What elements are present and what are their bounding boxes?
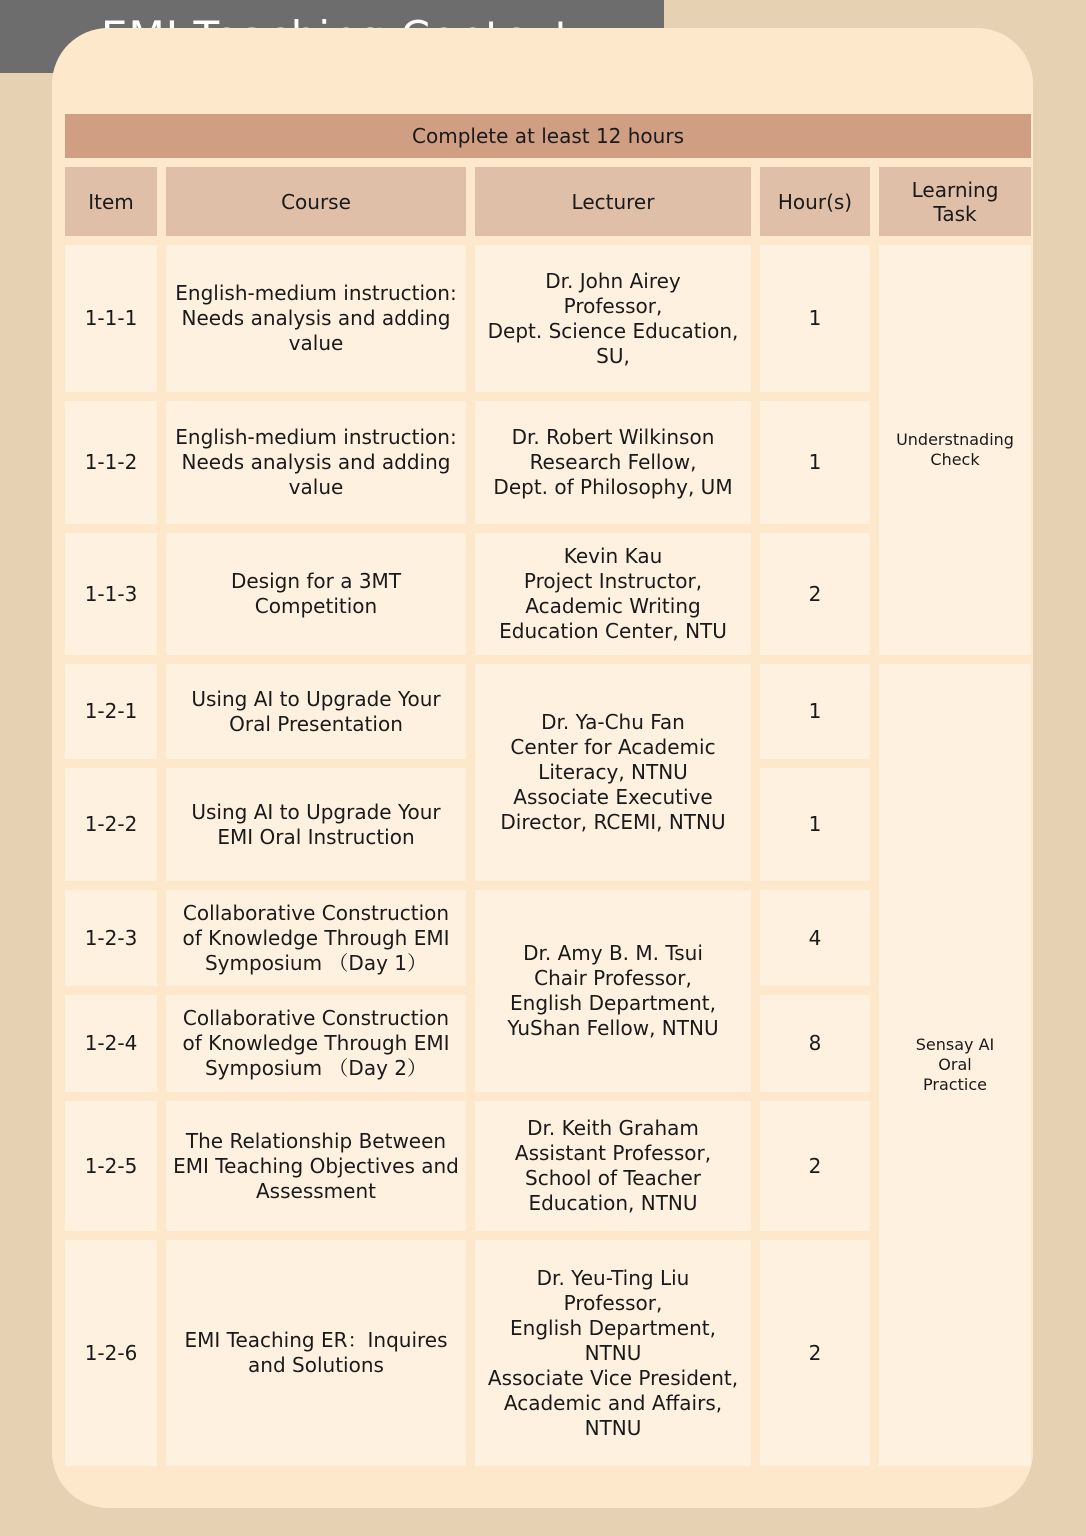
lecturer-cell: Kevin Kau Project Instructor, Academic Writing Education Center, NTU [475,533,751,655]
hours-cell: 1 [760,401,870,524]
header-hours: Hour(s) [760,167,870,236]
table-row [65,245,1031,392]
course-table [56,105,1040,1475]
course-cell: Design for a 3MT Competition [166,533,466,655]
course-cell: English-medium instruction: Needs analysis and adding value [166,245,466,392]
header-row [65,167,1031,236]
course-cell: Collaborative Construction of Knowledge Through EMI Symposium （Day 2） [166,995,466,1092]
lecturer-cell: Dr. Keith Graham Assistant Professor, School of Teacher Education, NTNU [475,1101,751,1231]
item-cell: 1-2-5 [65,1101,157,1231]
hours-cell: 2 [760,1240,870,1466]
hours-cell: 2 [760,533,870,655]
course-cell: Using AI to Upgrade Your Oral Presentation [166,664,466,759]
item-cell: 1-1-3 [65,533,157,655]
hours-cell: 1 [760,768,870,881]
course-cell: EMI Teaching ER：Inquires and Solutions [166,1240,466,1466]
course-cell: The Relationship Between EMI Teaching Objectives and Assessment [166,1101,466,1231]
item-cell: 1-2-6 [65,1240,157,1466]
item-cell: 1-1-2 [65,401,157,524]
lecturer-cell: Dr. Ya-Chu Fan Center for Academic Literacy, NTNU Associate Executive Director, RCEMI, NTNU [475,664,751,881]
header-lecturer: Lecturer [475,167,751,236]
lecturer-cell: Dr. Amy B. M. Tsui Chair Professor, English Department, YuShan Fellow, NTNU [475,890,751,1092]
header-course: Course [166,167,466,236]
lecturer-cell: Dr. Robert Wilkinson Research Fellow, Dept. of Philosophy, UM [475,401,751,524]
item-cell: 1-2-3 [65,890,157,986]
header-task: Learning Task [879,167,1031,236]
item-cell: 1-2-1 [65,664,157,759]
hours-cell: 1 [760,245,870,392]
item-cell: 1-2-4 [65,995,157,1092]
hours-cell: 1 [760,664,870,759]
item-cell: 1-1-1 [65,245,157,392]
learning-task-cell: Understnading Check [879,245,1031,655]
lecturer-cell: Dr. Yeu-Ting Liu Professor, English Department, NTNU Associate Vice President, Academic and Affairs, NTNU [475,1240,751,1466]
course-cell: Collaborative Construction of Knowledge Through EMI Symposium （Day 1） [166,890,466,986]
table-row [65,664,1031,759]
learning-task-cell: Sensay AI Oral Practice [879,664,1031,1466]
item-cell: 1-2-2 [65,768,157,881]
course-cell: English-medium instruction: Needs analysis and adding value [166,401,466,524]
hours-cell: 2 [760,1101,870,1231]
course-cell: Using AI to Upgrade Your EMI Oral Instruction [166,768,466,881]
requirement-banner: Complete at least 12 hours [65,114,1031,158]
hours-cell: 8 [760,995,870,1092]
header-item: Item [65,167,157,236]
lecturer-cell: Dr. John Airey Professor, Dept. Science Education, SU, [475,245,751,392]
hours-cell: 4 [760,890,870,986]
